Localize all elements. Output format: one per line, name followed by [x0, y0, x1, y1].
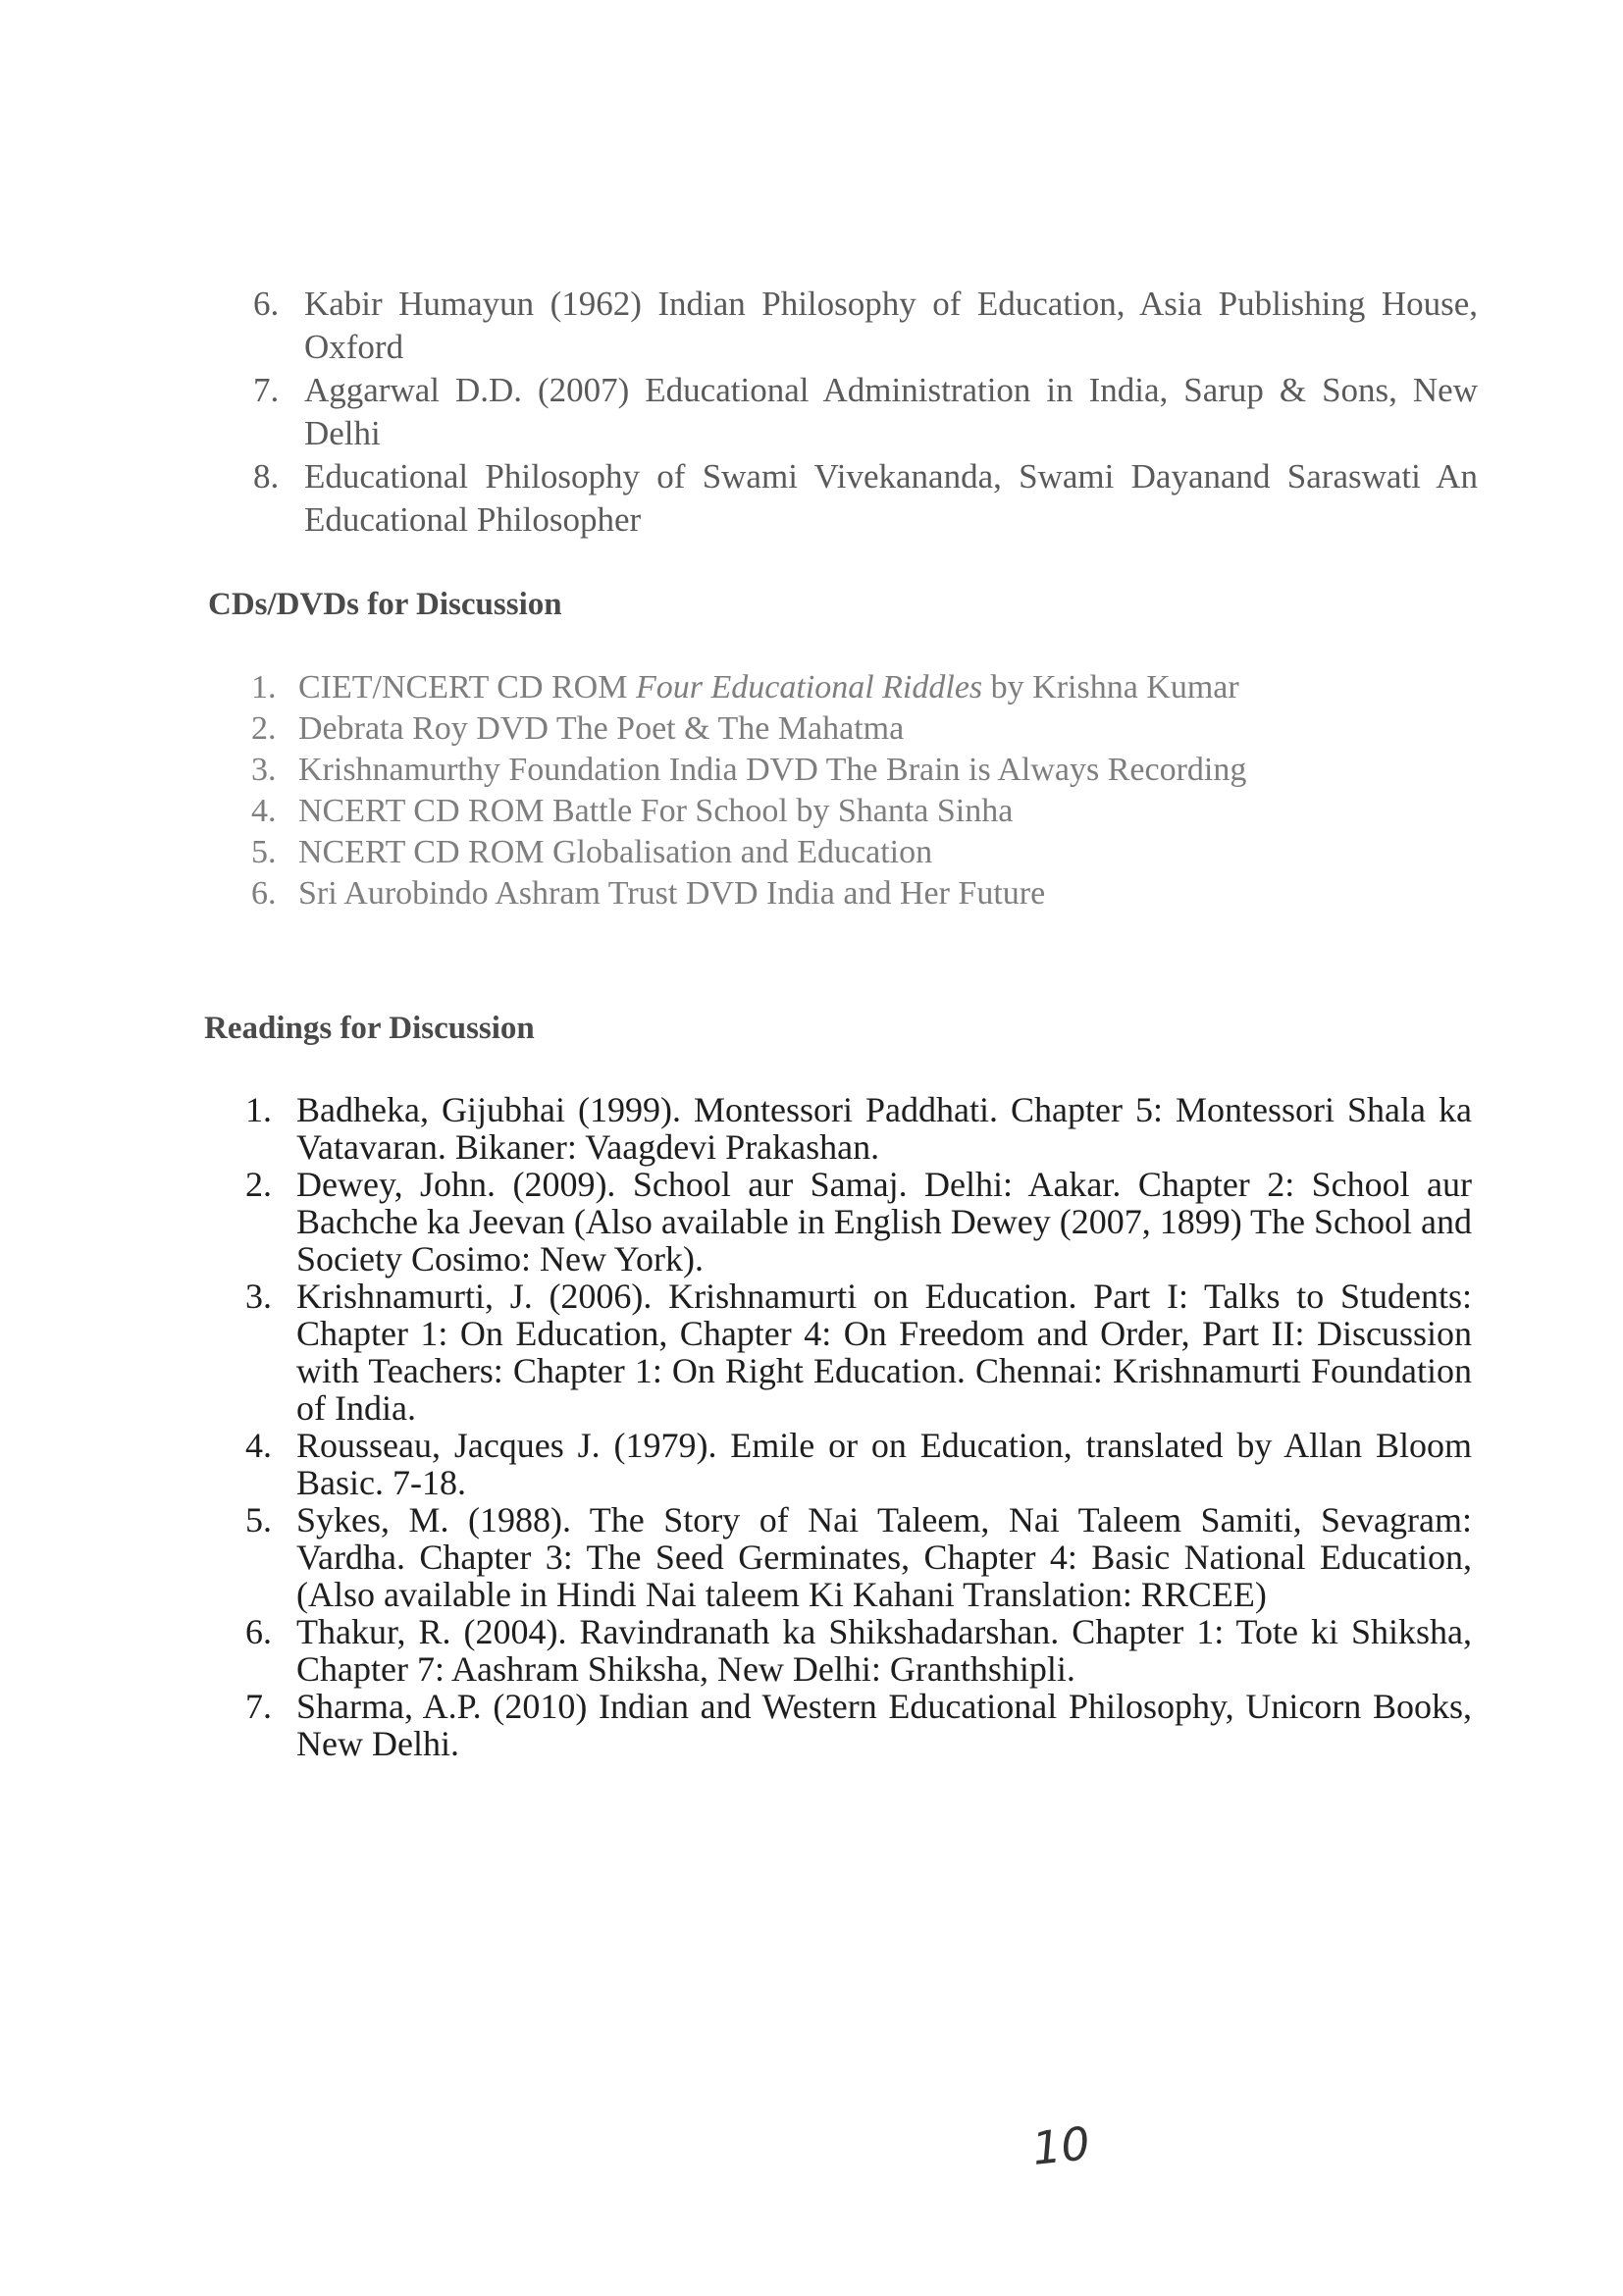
- list-item: [245, 1613, 1472, 1688]
- list-item-number: 7.: [245, 1687, 272, 1726]
- list-item-text: Debrata Roy DVD The Poet & The Mahatma: [298, 710, 905, 747]
- list-item: [245, 1501, 1472, 1613]
- list-item-number: 8.: [253, 457, 280, 496]
- list-item-text: Dewey, John. (2009). School aur Samaj. Delhi: Aakar. Chapter 2: School aur Bachche ka Jeevan (Also available in English Dewey (2007, 1899) The School and Society Cosimo: New York).: [296, 1165, 1473, 1278]
- list-item: [253, 369, 1478, 455]
- section-heading-readings: Readings for Discussion: [204, 1011, 535, 1046]
- list-item-text: NCERT CD ROM Battle For School by Shanta Sinha: [298, 793, 1014, 829]
- list-item-number: 3.: [245, 1277, 272, 1316]
- list-item-text: Thakur, R. (2004). Ravindranath ka Shikshadarshan. Chapter 1: Tote ki Shiksha, Chapter 7: Aashram Shiksha, New Delhi: Granthshipli.: [296, 1612, 1472, 1689]
- page-number: 10: [1029, 2116, 1093, 2175]
- list-item: [245, 1091, 1472, 1166]
- references-continued-list: [253, 283, 1478, 542]
- list-item-number: 4.: [245, 1426, 272, 1465]
- cds-list: [251, 667, 1389, 914]
- list-item-text: Badheka, Gijubhai (1999). Montessori Paddhati. Chapter 5: Montessori Shala ka Vatavaran. Bikaner: Vaagdevi Prakashan.: [296, 1090, 1472, 1167]
- list-item-number: 6.: [251, 875, 277, 912]
- item-title-italic: Four Educational Riddles: [635, 669, 983, 705]
- list-item: [251, 873, 1389, 914]
- list-item: [251, 667, 1389, 708]
- list-item: [251, 750, 1389, 791]
- references-list: [253, 283, 1478, 542]
- list-item: [251, 832, 1389, 873]
- list-item-number: 6.: [253, 285, 280, 323]
- readings-list: [245, 1091, 1472, 1762]
- list-item: [253, 283, 1478, 369]
- list-item-text: Krishnamurti, J. (2006). Krishnamurti on Education. Part I: Talks to Students: Chapter 1: On Education, Chapter 4: On Freedom and Order, Part II: Discussion with Teachers: Chapter 1: On Right Education. Chennai: Krishnamurti Foundation of India.: [296, 1277, 1472, 1428]
- list-item-text: [298, 667, 1389, 708]
- list-item-text: Sykes, M. (1988). The Story of Nai Taleem, Nai Taleem Samiti, Sevagram: Vardha. Chapter 3: The Seed Germinates, Chapter 4: Basic National Education, (Also available in Hindi Nai taleem Ki Kahani Translation: RRCEE): [296, 1500, 1472, 1614]
- list-item-number: 7.: [253, 371, 280, 409]
- list-item: [251, 791, 1389, 832]
- list-item-text: NCERT CD ROM Globalisation and Education: [298, 834, 933, 870]
- section-heading-cds: CDs/DVDs for Discussion: [208, 587, 562, 622]
- list-item-text: Sri Aurobindo Ashram Trust DVD India and Her Future: [298, 875, 1046, 912]
- list-item-number: 1.: [245, 1090, 272, 1129]
- list-item: [245, 1688, 1472, 1762]
- list-item: [245, 1278, 1472, 1427]
- item-text-pre: CIET/NCERT CD ROM: [298, 669, 636, 705]
- list-item-text: Kabir Humayun (1962) Indian Philosophy of Education, Asia Publishing House, Oxford: [304, 285, 1478, 366]
- list-item-number: 2.: [251, 710, 277, 747]
- list-item-number: 2.: [245, 1165, 272, 1204]
- list-item-text: Sharma, A.P. (2010) Indian and Western Educational Philosophy, Unicorn Books, New Delhi.: [296, 1687, 1472, 1763]
- list-item: [253, 455, 1478, 542]
- list-item-text: Educational Philosophy of Swami Vivekananda, Swami Dayanand Saraswati An Educational Philosopher: [304, 457, 1478, 539]
- list-item-text: Krishnamurthy Foundation India DVD The Brain is Always Recording: [298, 752, 1247, 788]
- item-text-post: by Krishna Kumar: [982, 669, 1239, 705]
- list-item: [251, 708, 1389, 750]
- list-item-number: 5.: [245, 1500, 272, 1539]
- list-item-number: 4.: [251, 793, 277, 829]
- list-item: [245, 1427, 1472, 1501]
- list-item-number: 5.: [251, 834, 277, 870]
- readings-items: [245, 1091, 1472, 1762]
- list-item-number: 6.: [245, 1612, 272, 1651]
- list-item-number: 1.: [251, 669, 277, 705]
- list-item: [245, 1166, 1472, 1278]
- list-item-text: Aggarwal D.D. (2007) Educational Administration in India, Sarup & Sons, New Delhi: [304, 371, 1478, 452]
- list-item-number: 3.: [251, 752, 277, 788]
- list-item-text: Rousseau, Jacques J. (1979). Emile or on Education, translated by Allan Bloom Basic. 7-18.: [296, 1426, 1472, 1502]
- cds-items: [251, 667, 1389, 914]
